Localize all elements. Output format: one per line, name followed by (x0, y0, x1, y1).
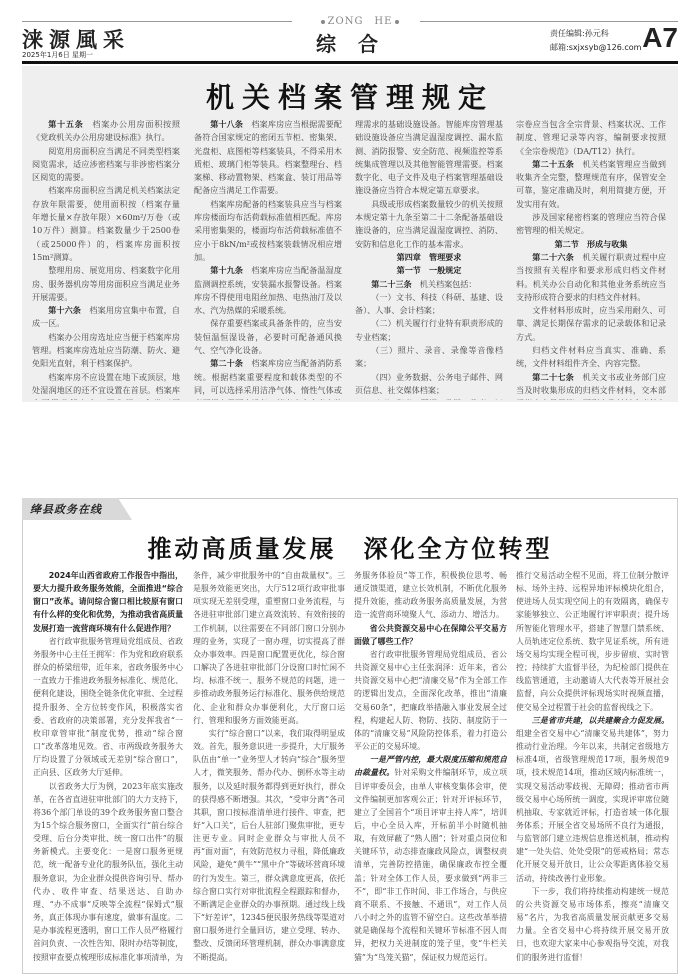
paragraph-text: 保存重要档案或具备条件的，应当安装恒温恒湿设备，必要时可配备通风换气、空气净化设备。 (194, 318, 342, 356)
paragraph (355, 371, 503, 398)
paragraph-text: 省行政审批服务管理局党组成员、省政务服务中心主任王拥军：作为党和政府联系群众的桥梁纽带，近年来，省政务服务中心一直致力于推进政务服务标准化、规范化、便利化建设，围绕全链条优化审批、全过程提升服务、全方位转变作风，积极落实省委、省政府的决策部署，充分发挥我省“一枚印章管审批”制度优势，推动“综合窗口”改革落地见效。省、市两级政务服务大厅均设置了分领域或无差别“综合窗口”，正向县、区政务大厅延伸。 (33, 636, 183, 778)
paragraph (516, 118, 666, 158)
paragraph-text: 档案库房配备的档案装具应当与档案库房楼面均布活荷载标准值相匹配。库房采用密集架的，楼面均布活荷载标准值不应小于8kN/m²或按档案装载情况相应增加。 (194, 198, 342, 262)
paragraph (33, 635, 183, 780)
article-government-affairs (22, 498, 678, 974)
article-number: 第十六条 (48, 305, 82, 316)
paragraph (355, 317, 503, 344)
paragraph-text: 组建全省交易中心“清廉交易共建体”，努力推动行业治理。今年以来，共制定省级地方标准4项，省级管理规范17项，服务规范9项，技术规范14项，推动区域内标准统一，实现交易活动零歧视、无障碍；推动省市两级交易中心场所统一调度，实现评审席位随机抽取、专家就近评标，打造省域一体化服务体系；开展全省交易场所不良行为通报，与监管部门建立违规信息推送机制，推动构建“一处失信、处处受限”的惩戒格局；常态化开展交易开放日，让公众零距离体验交易活动，持续改善行业形象。 (516, 728, 669, 883)
paragraph-text: 文件材料形成时，应当采用耐久、可靠、满足长期保存需求的记录载体和记录方式。 (516, 305, 666, 342)
paragraph-text: 档案库房不应设置在地下或顶层，地处湿润地区的还不宜设置在首层。档案库 (32, 371, 180, 395)
paragraph-text: 理需求的基础设施设备。智能库房管理基础设施设备应当满足温湿度调控、漏水监测、消防报警、安全防范、视频监控等系统集成管理以及其他智能管理需要。档案数字化、电子文件及电子档案管理基础设施设备应当符合本规定第五章要求。 (355, 119, 503, 196)
paragraph (355, 291, 503, 318)
masthead-rule (22, 61, 678, 64)
article-column (194, 118, 342, 400)
paragraph-text: 档案办公用房选址应当便于档案库房管理。档案库房选址应当防潮、防火、避免阳光直射，利于档案保护。 (32, 331, 180, 369)
paragraph-text: 阅览用房面积应当满足不同类型档案阅览需求，适应涉密档案与非涉密档案分区阅览的需要。 (32, 145, 180, 183)
paragraph-text: 机关文书或业务部门应当及时收集形成的归档文件材料，交本部 (516, 371, 666, 395)
paragraph (516, 211, 666, 238)
section-tab-label: 绛县政务在线 (30, 503, 102, 516)
paragraph-text: 务服务体验员”等工作，积极换位思考、畅通反馈渠道，建立长效机制，不断优化服务提升效能，推动政务服务高质量发展，为营造一流营商环境聚人气、添动力、增活力。 (354, 571, 507, 620)
interview-question (33, 569, 183, 635)
paragraph-text: 实行“综合窗口”以来，我们取得明显成效。首先，服务意识进一步提升，大厅服务队伍由“单一”业务型人才转向“综合”服务型人才，微笑服务、帮办代办、倒杯水等主动服务，以及延时服务都得到更好执行，群众的获得感不断增强。其次，“受审分离”各司其职，窗口按标准清单进行接件、审查，把好“入口关”，后台人驻部门聚焦审批，更专注更专业。同时企业群众与审批人员不再“面对面”，有效防范权力寻租，降低廉政风险，避免“黄牛”“黑中介”等破坏营商环境的行为发生。第三，群众满意度更高，依托综合窗口实行对审批流程全程跟踪和督办，不断满足企业群众的办事预期。通过线上线下“好差评”，12345便民服务热线等渠道对窗口服务进行全量回访，建立受理、转办、整改、反馈闭环管理机制，群众办事满意度不断提高。 (193, 728, 345, 962)
paragraph (194, 118, 342, 198)
article-number: 第二十五条 (532, 158, 575, 169)
paragraph-text: （二）机关履行行业特有职责形成的专业档案； (355, 318, 503, 342)
article-number: 第十九条 (210, 265, 244, 276)
article-number: 第二十条 (210, 358, 244, 369)
paragraph (355, 344, 503, 371)
emphasis-lead: 三是省市共建，以共建聚合力促发展。 (531, 715, 669, 725)
paragraph (194, 317, 342, 357)
paragraph (355, 397, 503, 400)
question-text: 省公共资源交易中心在保障公平交易方面做了哪些工作？ (354, 623, 507, 646)
paragraph-text: 档案用房宜集中布置，自成一区。 (32, 305, 180, 329)
article-column (32, 118, 180, 400)
article-title: 推动高质量发展 深化全方位转型 (147, 534, 553, 563)
editor-email: 邮箱:sxjxsyb@126.com (550, 43, 642, 52)
section-tab (22, 498, 118, 520)
article-number: 第二十六条 (532, 251, 575, 262)
paragraph-text: 涉及国家秘密档案的管理应当符合保密管理的相关规定。 (516, 212, 666, 236)
paragraph (516, 158, 666, 211)
chapter-heading: 第一节 一般规定 (396, 265, 462, 276)
section-title: 综合 (316, 32, 400, 56)
paragraph (516, 885, 669, 964)
paragraph-text: 机关档案包括： (419, 278, 477, 289)
paragraph-text: 推行交易活动全程不见面，将工位制分散评标、场外主持、远程异地评标模块化组合，使进场人员实现空间上的有效隔离，确保专家能够独立、公正地履行评审职责；提升场所智能化管理水平，搭建了智慧门禁系统、人员轨迹定位系统、数字见证系统，所有进场交易均实现全程可视，步步留痕、实时管控；持续扩大监督半径，为纪检部门提供在线监管通道，主动邀请人大代表等开展社会监督，向公众提供评标现场实时视频直播，使交易全过程置于社会的监督视线之下。 (516, 571, 669, 712)
editor-name: 责任编辑:孙元科 (550, 29, 609, 38)
paragraph (194, 198, 342, 264)
paragraph-text (355, 398, 503, 400)
dot-icon (395, 20, 399, 24)
article-column (516, 569, 669, 964)
section-pinyin (300, 12, 420, 27)
paragraph-text: 以省政务大厅为例，2023年底实施改革，在各省直进驻审批部门的大力支持下，将36个部门单设的39个政务服务窗口整合为15个综合服务窗口，全面实行“前台综合受理、后台分类审批、统一窗口出件”的服务新模式。主要变化：一是窗口服务更规范，统一配备专业化的服务队伍，强化主动服务意识，为企业群众提供咨询引导、帮办代办、收件审查、结果送达、自助办理、“办不成事”反映等全流程“保姆式”服务，真正体现办事有速度，做事有温度。二是办事流程更透明，窗口工作人员严格履行首问负责、一次性告知、限时办结等制度，按照审查要点梳理形成标准化事项清单，为 (33, 781, 183, 962)
paragraph-text: 下一步，我们将持续推动构建统一规范的公共资源交易市场体系，擦亮“清廉交易”名片，为我省高质量发展贡献更多交易力量。全省交易中心将持续开展交易开放日，也欢迎大家来中心参观指导交流，对我们的服务进行监督！ (516, 886, 669, 962)
paragraph-text: 省行政审批服务管理局党组成员、省公共资源交易中心主任张润泽：近年来，省公共资源交易中心把“清廉交易”作为全部工作的逻辑出发点，全面深化改革，推出“清廉交易60条”，把廉政举措融入事业发展全过程，构建起人防、物防、技防、制度防于一体的“清廉交易”风险防控体系，着力打造公平公正的交易环境。 (354, 649, 507, 752)
article-title: 机关档案管理规定 (205, 81, 494, 114)
paragraph-text: 针对采购文件编制环节，成立项目评审委员会，由单人审核变集体会审，使文件编制更加客观公正；针对开评标环节，建立了全国首个“项目评审主持人库”，培训后，中心全员入库，开标前半小时随机抽取，有效屏蔽了“熟人圈”；针对重点岗位和关键环节，动态排查廉政风险点，调整权责清单，完善防控措施，确保廉政布控全覆盖；针对全体工作人员，要求做到“两非三不”，即“非工作时间、非工作场合，与供应商不联系、不接触、不通讯”，对工作人员八小时之外的监管不留空白。这些改革举措就是确保每个流程和关键环节标准不因人而异，把权力关进制度的笼子里，变“牛栏关猫”为“鸟笼关猫”，保证权力规范运行。 (354, 768, 507, 962)
paragraph (516, 344, 666, 371)
paragraph (32, 184, 180, 264)
paragraph (32, 118, 180, 145)
paragraph-text: 档案库房应当配备温湿度监测调控系统，安装漏水报警设备。档案库房不得使用电阻丝加热、电热油汀及以水、汽为热媒的采暖系统。 (194, 265, 342, 316)
masthead-rule-right (420, 21, 678, 22)
paragraph-text: 档案办公用房面积按照《党政机关办公用房建设标准》执行。 (32, 119, 180, 143)
masthead (22, 18, 678, 60)
paragraph (194, 264, 342, 317)
paragraph (32, 264, 180, 304)
paragraph (355, 118, 503, 198)
paragraph-text: 宗卷应当包含全宗背景、档案状况、工作制度、管理记录等内容，编制要求按照《全宗卷规范》（DA/T12）执行。 (516, 119, 666, 156)
paragraph-text: 档案库房应当根据需要配备符合国家规定的密闭五节柜、密集架、光盘柜、底图柜等档案装具，不得采用木质柜、玻璃门柜等装具。档案整理台、档案梯、移动置物架、档案盒、装订用品等配备应当满足工作需要。 (194, 119, 342, 196)
paragraph (516, 569, 669, 714)
page-number: A7 (642, 22, 678, 53)
article-column (33, 569, 183, 964)
question-text: 2024年山西省政府工作报告中指出，要大力提升政务服务效能，全面推进“综合窗口”改革。请问综合窗口相比较原有窗口有什么样的变化和优势，为推动我省高质量发展打造一流营商环境有什么促进作用？ (33, 571, 183, 633)
paragraph-text: 档案库房面积应当满足机关档案法定存放年限需要，使用面积按（档案存量 年增长量×存放年限）×60m²/万卷（或10万件）测算。档案数量少于2500卷（或25000件）的，档案库房面积按15m²测算。 (32, 185, 180, 262)
paragraph-text: 机关履行职责过程中应当按照有关程序和要求形成归档文件材料。机关办公自动化和其他业务系统应当支持形成符合要求的归档文件材料。 (516, 251, 666, 302)
article-column (516, 118, 666, 400)
article-number: 第十八条 (210, 119, 244, 129)
article-archives-regulation (22, 66, 678, 402)
paragraph (193, 727, 345, 964)
paragraph-text: 机关档案管理应当做到收集齐全完整，整理规范有序，保管安全可靠，鉴定准确及时，利用简捷方便，开发实用有效。 (516, 158, 666, 209)
emphasis-lead: 一是严管内控，最大限度压缩和规范自由裁量权。 (354, 755, 507, 778)
article-column (193, 569, 345, 964)
chapter-heading: 第二节 形成与收集 (554, 238, 628, 249)
paragraph (33, 780, 183, 965)
masthead-rule-left (22, 21, 292, 22)
pinyin-text: ZONG HE (327, 16, 393, 27)
paragraph (194, 357, 342, 400)
article-column (354, 569, 507, 964)
chapter-heading: 第四章 管理要求 (396, 251, 462, 262)
paragraph (516, 714, 669, 885)
paragraph (32, 304, 180, 331)
dot-icon (321, 20, 325, 24)
paragraph (32, 145, 180, 185)
paragraph (354, 648, 507, 753)
paragraph (354, 569, 507, 622)
editor-info (550, 27, 641, 55)
paragraph (354, 753, 507, 964)
paragraph-text: 条件，减少审批服务中的“自由裁量权”。三是服务效能更突出，大厅512项行政审批事项实现无差别受理，重塑窗口业务流程，与各进驻审批部门建立高效流转、有效衔接的工作机制，以往需要在不同部门窗口分别办理的业务，实现了一窗办理，切实提高了群众办事效率。四是窗口配置更优化，综合窗口解决了各进驻审批部门分设窗口时忙闲不均、标准不统一、服务不规范的问题，进一步推动政务服务运行标准化、服务供给规范化、企业和群众办事便利化，大厅窗口运行、管理和服务方面效能更高。 (193, 571, 345, 725)
paragraph-text: 归档文件材料应当真实、准确、系统，文件材料组件齐全、内容完整。 (516, 345, 666, 369)
paragraph (516, 251, 666, 304)
article-column (355, 118, 503, 400)
paragraph (32, 371, 180, 400)
paragraph-text: （一）文书、科技（科研、基建、设备）、人事、会计档案； (355, 291, 503, 316)
paragraph (355, 198, 503, 251)
issue-date: 2025年1月6日 星期一 (22, 51, 93, 59)
article-number: 第二十三条 (371, 278, 412, 289)
paragraph (516, 371, 666, 400)
paragraph-text: 档案库房应当配备消防系统。根据档案重要程度和载体类型的不同，可以选择采用洁净气体、惰性气体或 (194, 358, 342, 395)
paragraph-text: 具级或形成档案数量较少的机关按照本规定第十九条至第二十二条配备基础设施设备的，应当满足温湿度调控、消防、安防和信息化工作的基本需求。 (355, 198, 503, 249)
article-number: 第十五条 (48, 119, 84, 129)
paragraph-text: 整理用房、展览用房、档案数字化用房、服务器机房等用房面积应当满足业务开展需要。 (32, 265, 180, 302)
paragraph (355, 278, 503, 291)
paragraph (516, 304, 666, 344)
paragraph-text: （三）照片、录音、录像等音像档案； (355, 345, 503, 369)
paragraph (32, 331, 180, 371)
paragraph (193, 569, 345, 727)
newspaper-logo: 涞源風采 (22, 27, 130, 52)
article-number: 第二十七条 (532, 371, 575, 382)
paragraph-text: （四）业务数据、公务电子邮件、网页信息、社交媒体档案； (355, 371, 503, 395)
interview-question (354, 622, 507, 648)
